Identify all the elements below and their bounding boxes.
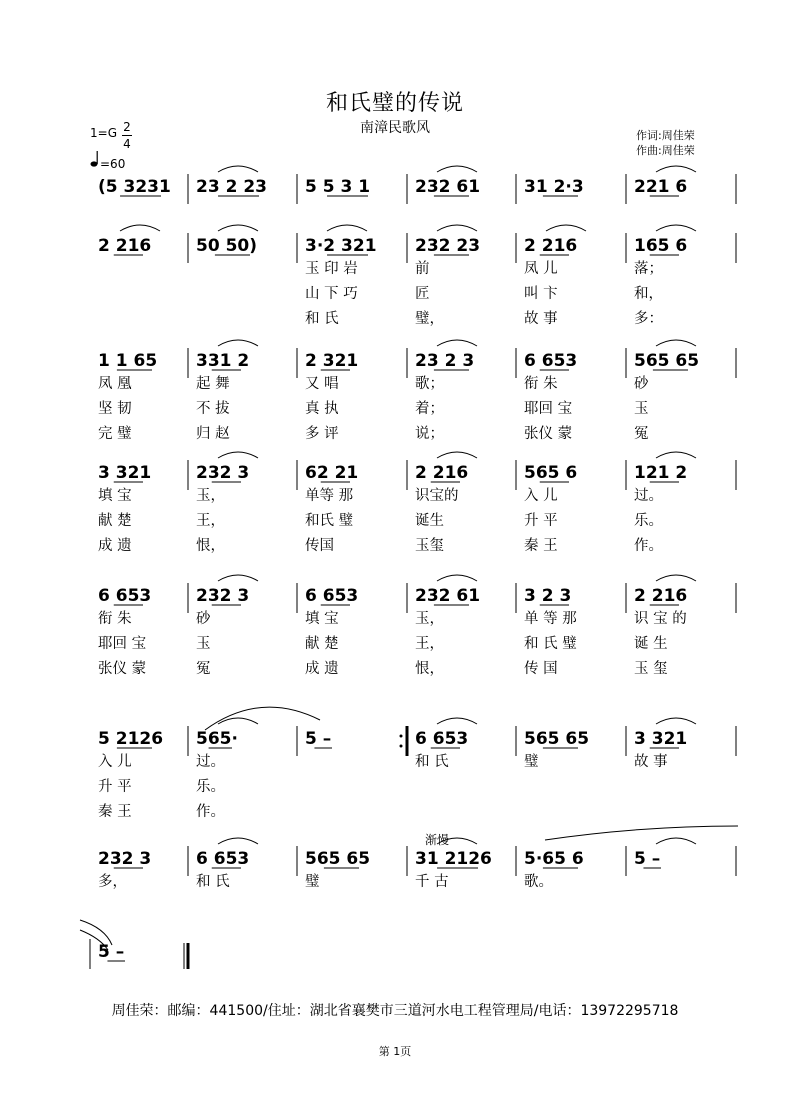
slur-arc (218, 340, 258, 346)
lyric-text: 成 遗 (305, 661, 339, 677)
lyric-text: 和 氏 (196, 874, 230, 890)
measure-notes: 3·2 321 (305, 236, 377, 256)
measure-notes: 565· (196, 729, 238, 749)
phrase-arc (205, 707, 320, 730)
lyric-text: 叫 卞 (524, 286, 558, 302)
lyric-text: 王， (196, 513, 225, 529)
measure-notes: 232 61 (415, 177, 481, 197)
lyric-text: 入 儿 (98, 754, 132, 770)
measure-notes: 165 6 (634, 236, 688, 256)
slur-arc (218, 575, 258, 581)
lyric-text: 多 评 (305, 426, 339, 442)
lyric-text: 千 古 (415, 874, 449, 890)
lyric-text: 过。 (634, 488, 663, 504)
song-subtitle: 南漳民歌风 (360, 120, 430, 136)
lyric-text: 多， (98, 874, 127, 890)
slur-arc (656, 575, 696, 581)
lyric-text: 说； (415, 426, 444, 442)
slur-arc (327, 225, 367, 231)
lyric-text: 乐。 (196, 779, 225, 795)
measure-notes: 2 216 (415, 463, 469, 483)
lyric-text: 王， (415, 636, 444, 652)
lyric-text: 玉 (634, 401, 649, 417)
lyric-text: 凤 儿 (524, 261, 558, 277)
lyric-text: 着； (415, 401, 444, 417)
lyric-text: 诞生 (415, 513, 444, 529)
lyric-text: 单 等 那 (524, 611, 577, 627)
measure-notes: 232 61 (415, 586, 481, 606)
lyric-text: 和 氏 (305, 311, 339, 327)
page-number: 第 1页 (378, 1045, 412, 1058)
lyric-text: 作。 (196, 804, 225, 820)
lyric-text: 升 平 (98, 779, 132, 795)
phrase-arc (545, 826, 738, 840)
lyric-text: 多： (634, 311, 663, 327)
lyric-text: 歌。 (524, 874, 553, 890)
slur-arc (656, 452, 696, 458)
measure-notes: 232 23 (415, 236, 481, 256)
lyric-text: 故 事 (634, 754, 668, 770)
measure-notes: 232 3 (98, 849, 152, 869)
measure-notes: 2 216 (634, 586, 688, 606)
slur-arc (437, 340, 477, 346)
measure-notes: 565 65 (305, 849, 371, 869)
measure-notes: 565 65 (634, 351, 700, 371)
measure-notes: 5 5 3 1 (305, 177, 371, 197)
measure-notes: 23 2 23 (196, 177, 267, 197)
slur-arc (656, 838, 696, 844)
lyric-text: 冤 (634, 426, 649, 442)
measure-notes: 5 – (98, 942, 125, 962)
lyric-text: 起 舞 (196, 376, 230, 392)
meter-bottom: 4 (123, 137, 131, 151)
lyric-text: 作。 (634, 538, 663, 554)
lyric-text: 耶回 宝 (98, 636, 147, 652)
lyric-text: 故 事 (524, 311, 558, 327)
lyric-text: 砂 (196, 611, 211, 627)
measure-notes: 5 – (634, 849, 661, 869)
meter-top: 2 (123, 120, 131, 134)
lyric-text: 坚 韧 (98, 401, 132, 417)
tempo-value: =60 (100, 157, 126, 171)
measure-notes: 232 3 (196, 463, 250, 483)
lyric-text: 真 执 (305, 401, 339, 417)
slur-arc (218, 838, 258, 844)
lyric-text: 玉， (415, 611, 444, 627)
slur-arc (546, 225, 586, 231)
measure-notes: 3 321 (98, 463, 152, 483)
lyric-text: 落； (634, 261, 663, 277)
measure-notes: 221 6 (634, 177, 688, 197)
lyric-text: 前 (415, 261, 430, 277)
lyric-text: 单等 那 (305, 488, 354, 504)
slur-arc (218, 166, 258, 172)
slur-arc (218, 225, 258, 231)
measure-notes: 23 2 3 (415, 351, 475, 371)
lyric-text: 入 儿 (524, 488, 558, 504)
lyric-text: 匠 (415, 286, 430, 302)
slur-arc (656, 340, 696, 346)
slur-arc (437, 166, 477, 172)
measure-notes: 6 653 (415, 729, 469, 749)
tempo-change: 渐慢 (425, 833, 450, 847)
measure-notes: 31 2·3 (524, 177, 584, 197)
lyric-text: 张仪 蒙 (524, 426, 573, 442)
measure-notes: 5 – (305, 729, 332, 749)
repeat-dot (400, 735, 403, 738)
lyric-text: 填 宝 (305, 611, 339, 627)
lyric-text: 衔 朱 (524, 376, 558, 392)
footer-contact: 周佳荣：邮编：441500/住址：湖北省襄樊市三道河水电工程管理局/电话：13972295718 (111, 1003, 679, 1019)
lyric-text: 秦 王 (98, 804, 132, 820)
lyric-text: 张仪 蒙 (98, 661, 147, 677)
lyric-text: 传 国 (524, 661, 558, 677)
slur-arc (437, 452, 477, 458)
lyric-text: 璧 (305, 874, 320, 890)
slur-arc (656, 166, 696, 172)
measure-notes: 6 653 (305, 586, 359, 606)
slur-arc (437, 225, 477, 231)
measure-notes: 6 653 (196, 849, 250, 869)
lyric-text: 凤 凰 (98, 376, 132, 392)
measure-notes: 3 321 (634, 729, 688, 749)
lyric-text: 传国 (305, 538, 334, 554)
slur-arc (656, 718, 696, 724)
lyric-text: 乐。 (634, 513, 663, 529)
lyric-text: 歌； (415, 376, 444, 392)
lyric-text: 献 楚 (305, 636, 339, 652)
lyric-text: 升 平 (524, 513, 558, 529)
key-signature: 1=G (90, 126, 117, 140)
lyric-text: 耶回 宝 (524, 401, 573, 417)
lyric-text: 填 宝 (98, 488, 132, 504)
lyric-text: 识宝的 (415, 488, 459, 504)
measure-notes: 565 6 (524, 463, 578, 483)
measure-notes: 565 65 (524, 729, 590, 749)
lyric-text: 又 唱 (305, 376, 339, 392)
slur-arc (120, 225, 160, 231)
lyric-text: 冤 (196, 661, 211, 677)
lyric-text: 玉 印 岩 (305, 261, 358, 277)
lyric-text: 和， (634, 286, 663, 302)
measure-notes: 6 653 (524, 351, 578, 371)
lyric-text: 玉， (196, 488, 225, 504)
measure-notes: 5·65 6 (524, 849, 584, 869)
lyric-text: 和 氏 (415, 754, 449, 770)
lyric-text: 完 璧 (98, 426, 132, 442)
lyric-text: 山 下 巧 (305, 286, 358, 302)
composer: 作曲:周佳荣 (636, 144, 695, 157)
measure-notes: 31 2126 (415, 849, 492, 869)
measure-notes: 62 21 (305, 463, 359, 483)
lyric-text: 和 氏 璧 (524, 636, 577, 652)
lyric-text: 璧， (415, 311, 444, 327)
lyric-text: 成 遗 (98, 538, 132, 554)
measure-notes: 232 3 (196, 586, 250, 606)
lyric-text: 诞 生 (634, 636, 668, 652)
measure-notes: 2 216 (524, 236, 578, 256)
measure-notes: 331 2 (196, 351, 250, 371)
measure-notes: 2 321 (305, 351, 359, 371)
lyric-text: 玉 (196, 636, 211, 652)
measure-notes: (5 3231 (98, 177, 171, 197)
lyric-text: 和氏 璧 (305, 513, 354, 529)
measure-notes: 5 2126 (98, 729, 164, 749)
measure-notes: 6 653 (98, 586, 152, 606)
slur-arc (218, 452, 258, 458)
lyric-text: 归 赵 (196, 426, 230, 442)
song-title: 和氏璧的传说 (325, 91, 464, 116)
lyric-text: 献 楚 (98, 513, 132, 529)
lyric-text: 不 拔 (196, 401, 230, 417)
measure-notes: 50 50) (196, 236, 258, 256)
slur-arc (656, 225, 696, 231)
lyricist: 作词:周佳荣 (636, 129, 695, 142)
lyric-text: 玉 玺 (634, 661, 668, 677)
lyric-text: 玉玺 (415, 538, 444, 554)
lyric-text: 秦 王 (524, 538, 558, 554)
measure-notes: 2 216 (98, 236, 152, 256)
slur-arc (437, 718, 477, 724)
measure-notes: 121 2 (634, 463, 688, 483)
repeat-dot (400, 745, 403, 748)
slur-arc (437, 575, 477, 581)
lyric-text: 衔 朱 (98, 611, 132, 627)
lyric-text: 恨， (196, 538, 225, 554)
lyric-text: 过。 (196, 754, 225, 770)
lyric-text: 识 宝 的 (634, 611, 687, 627)
lyric-text: 璧 (524, 754, 539, 770)
lyric-text: 砂 (634, 376, 649, 392)
lyric-text: 恨， (415, 661, 444, 677)
measure-notes: 3 2 3 (524, 586, 572, 606)
measure-notes: 1 1 65 (98, 351, 158, 371)
